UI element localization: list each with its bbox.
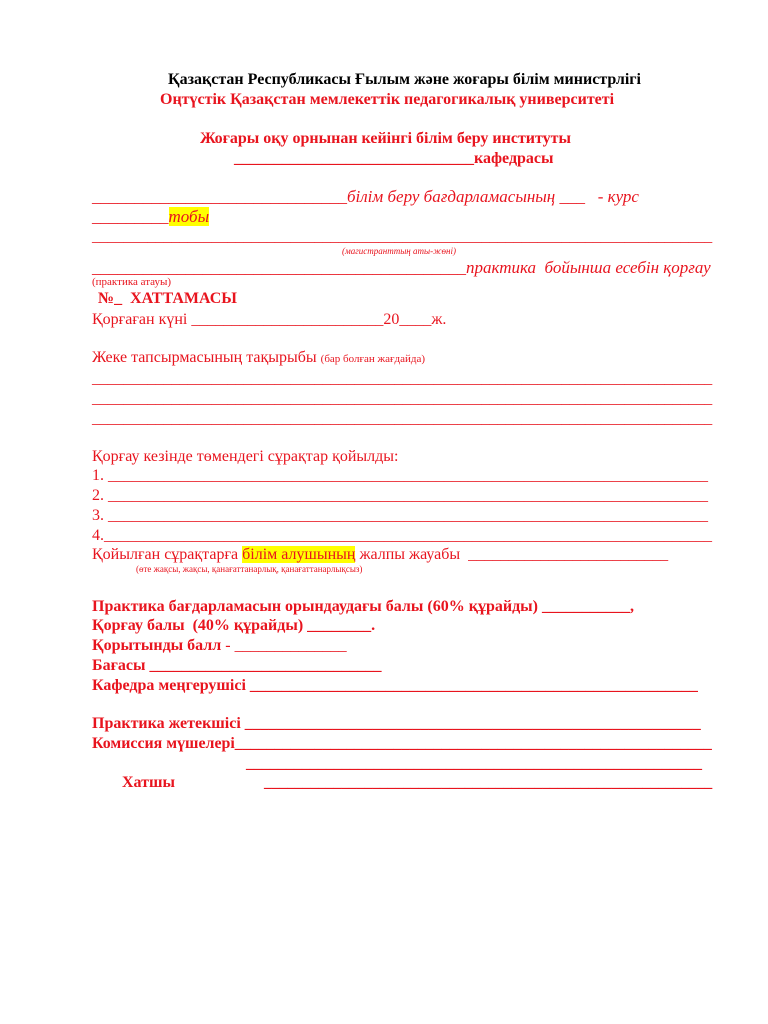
- question-2: 2. ___________________________________________________________________________: [92, 487, 708, 504]
- department-head-line: Кафедра меңгерушісі ________________________________________________________: [92, 677, 698, 694]
- task-line-3: ______________________________________________________________________________: [92, 410, 713, 427]
- task-line-2: ______________________________________________________________________________: [92, 390, 713, 407]
- task-hint: (бар болған жағдайда): [320, 353, 426, 365]
- program-score: Практика бағдарламасын орындаудағы балы (60% құрайды) ___________,: [92, 598, 634, 615]
- group-blank: _________: [92, 207, 169, 226]
- question-1: 1. ___________________________________________________________________________: [92, 467, 708, 484]
- answer-suffix: жалпы жауабы _________________________: [355, 546, 669, 563]
- commission-line: Комиссия мүшелері____________________________________________________________: [92, 735, 712, 752]
- protocol-title: №_ ХАТТАМАСЫ: [98, 290, 238, 307]
- defense-score: Қорғау балы (40% құрайды) ________.: [92, 617, 376, 634]
- task-label: Жеке тапсырмасының тақырыбы: [92, 349, 317, 366]
- answer-highlight: білім алушының: [242, 546, 356, 563]
- date-blank: ________________________20____ж.: [191, 311, 447, 328]
- student-name-hint: (магистранттың аты-жөні): [342, 246, 456, 256]
- question-4: 4.____________________________________________________________________________: [92, 527, 712, 544]
- practice-blank: ____________________________________________: [92, 258, 466, 277]
- program-line: [92, 187, 639, 207]
- answer-hint: (өте жақсы, жақсы, қанағаттанарлық, қанағаттанарлықсыз): [136, 564, 363, 574]
- student-name-line: ______________________________________________________________________________: [92, 228, 713, 245]
- secretary-label: Хатшы: [122, 774, 175, 791]
- program-blank: ______________________________: [92, 187, 347, 206]
- department-line: [234, 150, 554, 168]
- date-line: [92, 311, 446, 329]
- final-score: [92, 637, 347, 655]
- department-blank: ______________________________: [234, 150, 474, 167]
- group-line: [92, 207, 209, 227]
- commission-line-2: _________________________________________________________: [246, 755, 702, 772]
- grade-line: Бағасы _____________________________: [92, 657, 382, 674]
- ministry-title: Қазақстан Республикасы Ғылым және жоғары білім министрлігі: [168, 71, 641, 88]
- supervisor-line: Практика жетекшісі _________________________________________________________: [92, 715, 701, 732]
- task-line-1: ______________________________________________________________________________: [92, 370, 713, 387]
- questions-heading: Қорғау кезінде төмендегі сұрақтар қойылды:: [92, 448, 399, 465]
- task-heading: [92, 349, 425, 367]
- practice-line: [92, 258, 711, 278]
- university-title: Оңтүстік Қазақстан мемлекеттік педагогикалық университеті: [160, 91, 615, 108]
- program-text: білім беру бағдарламасының ___ - курс: [347, 187, 639, 206]
- question-3: 3. ___________________________________________________________________________: [92, 507, 708, 524]
- final-score-label: Қорытынды балл: [92, 637, 222, 654]
- date-label: Қорғаған күні: [92, 311, 188, 328]
- final-score-blank: - ______________: [221, 637, 347, 654]
- secretary-line: __________________________________________________________: [264, 774, 713, 791]
- practice-text: практика бойынша есебін қорғау: [466, 258, 711, 277]
- institute-title: Жоғары оқу орнынан кейінгі білім беру институты: [200, 130, 572, 147]
- practice-hint: (практика атауы): [92, 276, 172, 288]
- answer-prefix: Қойылған сұрақтарға: [92, 546, 243, 563]
- group-label: тобы: [168, 207, 210, 226]
- answer-line: [92, 546, 668, 564]
- department-suffix: кафедрасы: [474, 150, 554, 167]
